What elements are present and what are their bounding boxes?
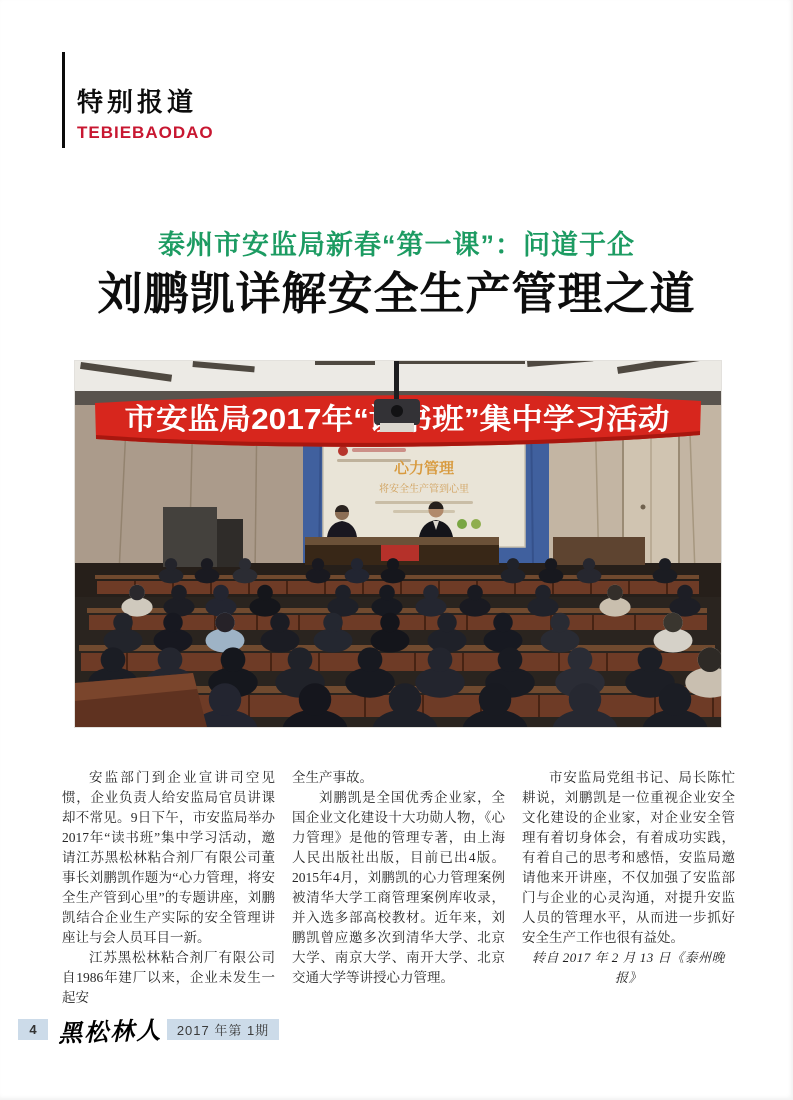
paragraph: 安监部门到企业宣讲司空见惯，企业负责人给安监局官员讲课却不常见。9日下午，市安监局举办2017年“读书班”集中学习活动，邀请江苏黑松林粘合剂厂有限公司董事长刘鹏凯作题为“心力管理，将安全生产管到心里”的专题讲座，刘鹏凯结合企业生产实际的安全管理讲座让与会人员耳目一新。 <box>62 770 275 945</box>
article-column-3 <box>522 768 735 1008</box>
page-footer <box>18 1017 279 1048</box>
article-title: 刘鹏凯详解安全生产管理之道 <box>97 269 696 319</box>
article-column-2 <box>292 768 505 1008</box>
meeting-photo-graphic <box>75 361 721 727</box>
source-credit: 转自 2017 年 2 月 13 日《泰州晚报》 <box>531 950 725 985</box>
meeting-photo <box>75 361 721 727</box>
issue-label: 2017 年第 1期 <box>167 1019 279 1040</box>
paragraph: 市安监局党组书记、局长陈忙耕说，刘鹏凯是一位重视企业安全文化建设的企业家，对企业安全管理有着切身体会，有着成功实践，有着自己的思考和感悟，安监局邀请他来开讲座，不仅加强了安监部门与企业的心灵沟通，对提升安监人员的管理水平，从而进一步抓好安全生产工作也很有益处。 <box>522 770 735 945</box>
page-number: 4 <box>18 1019 48 1040</box>
paragraph: 刘鹏凯是全国优秀企业家，全国企业文化建设十大功勋人物，《心力管理》是他的管理专著，由上海人民出版社出版，目前已出4版。2015年4月，刘鹏凯的心力管理案例被清华大学工商管理案例库收录，并入选多部高校教材。近年来，刘鹏凯曾应邀多次到清华大学、北京大学、南京大学、南开大学、北京交通大学等讲授心力管理。 <box>292 790 505 985</box>
article-body <box>62 768 735 1008</box>
section-title: 特别报道 <box>77 87 198 117</box>
section-rule <box>62 52 65 148</box>
paragraph: 全生产事故。 <box>292 770 373 785</box>
magazine-logo: 黑松林人 <box>57 1017 163 1048</box>
article-kicker: 泰州市安监局新春“第一课”：问道于企 <box>158 230 635 260</box>
slide-subtitle: 将安全生产管到心里 <box>379 484 469 495</box>
article-column-1 <box>62 768 275 1008</box>
section-subtitle: TEBIEBAODAO <box>77 123 214 142</box>
slide-title: 心力管理 <box>393 460 455 477</box>
paragraph: 江苏黑松林粘合剂厂有限公司自1986年建厂以来，企业未发生一起安 <box>62 950 275 1005</box>
speaker-table <box>305 537 499 565</box>
